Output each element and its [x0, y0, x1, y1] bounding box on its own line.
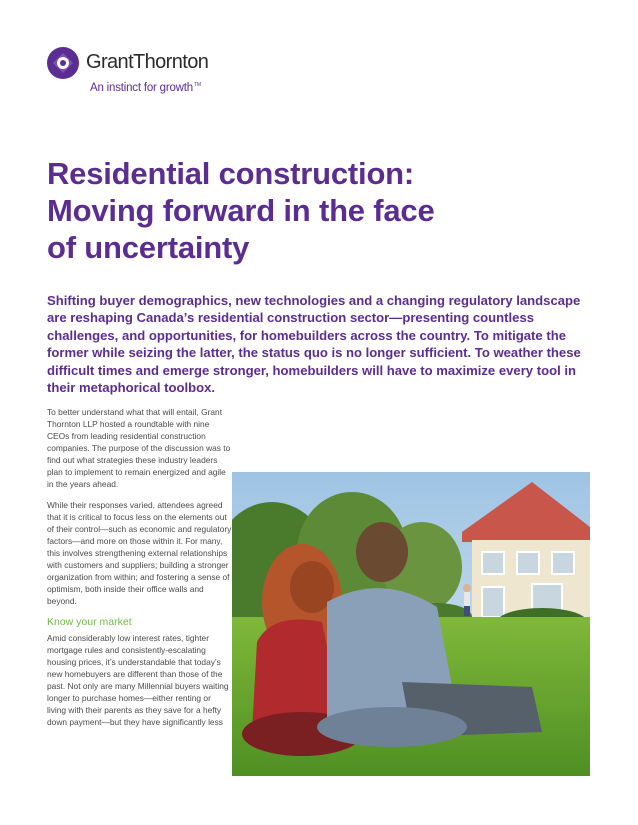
section-heading: Know your market [47, 616, 132, 628]
couple-lawn-photo [232, 472, 590, 776]
body-paragraph-3: Amid considerably low interest rates, tighter mortgage rules and consistently-escalating housing prices, it’s understandable that today’s new homebuyers are different than those of the past. Not only are many Millennial buyers waiting longer to purchase homes—either renting or living with their parents as they save for a hefty down payment—but they have significantly less [47, 633, 229, 727]
grant-thornton-logo-icon [47, 47, 79, 79]
page-title [47, 155, 587, 266]
lead-paragraph: Shifting buyer demographics, new technologies and a changing regulatory landscape are reshaping Canada’s residential construction sector—presenting countless challenges, and opportunities, for homebuilders across the country. To mitigate the former while seizing the latter, the status quo is no longer sufficient. To weather these difficult times and emerge stronger, homebuilders will have to maximize every tool in their metaphorical toolbox. [47, 293, 581, 396]
trademark-mark: TM [193, 82, 201, 88]
grant-thornton-logo [47, 46, 237, 106]
body-paragraph-1: To better understand what that will entail, Grant Thornton LLP hosted a roundtable with nine CEOs from leading residential construction companies. The purpose of the discussion was to find out what strategies these industry leaders plan to implement to remain energized and agile in the years ahead. [47, 407, 231, 489]
title-line-2: Moving forward in the face [47, 193, 435, 228]
photo-illustration [232, 472, 590, 776]
title-line-3: of uncertainty [47, 230, 250, 265]
brand-name: GrantThornton [86, 51, 209, 73]
body-column [47, 406, 232, 737]
title-line-1: Residential construction: [47, 156, 415, 191]
body-paragraph-2: While their responses varied, attendees agreed that it is critical to focus less on the elements out of their control—such as economic and regulatory factors—and more on those within it. For many, this involves strengthening external relationships with customers and suppliers; building a stronger organization from within; and fostering a sense of optimism, both inside their office walls and beyond. [47, 500, 232, 606]
brand-tagline: An instinct for growth™ [90, 82, 201, 94]
